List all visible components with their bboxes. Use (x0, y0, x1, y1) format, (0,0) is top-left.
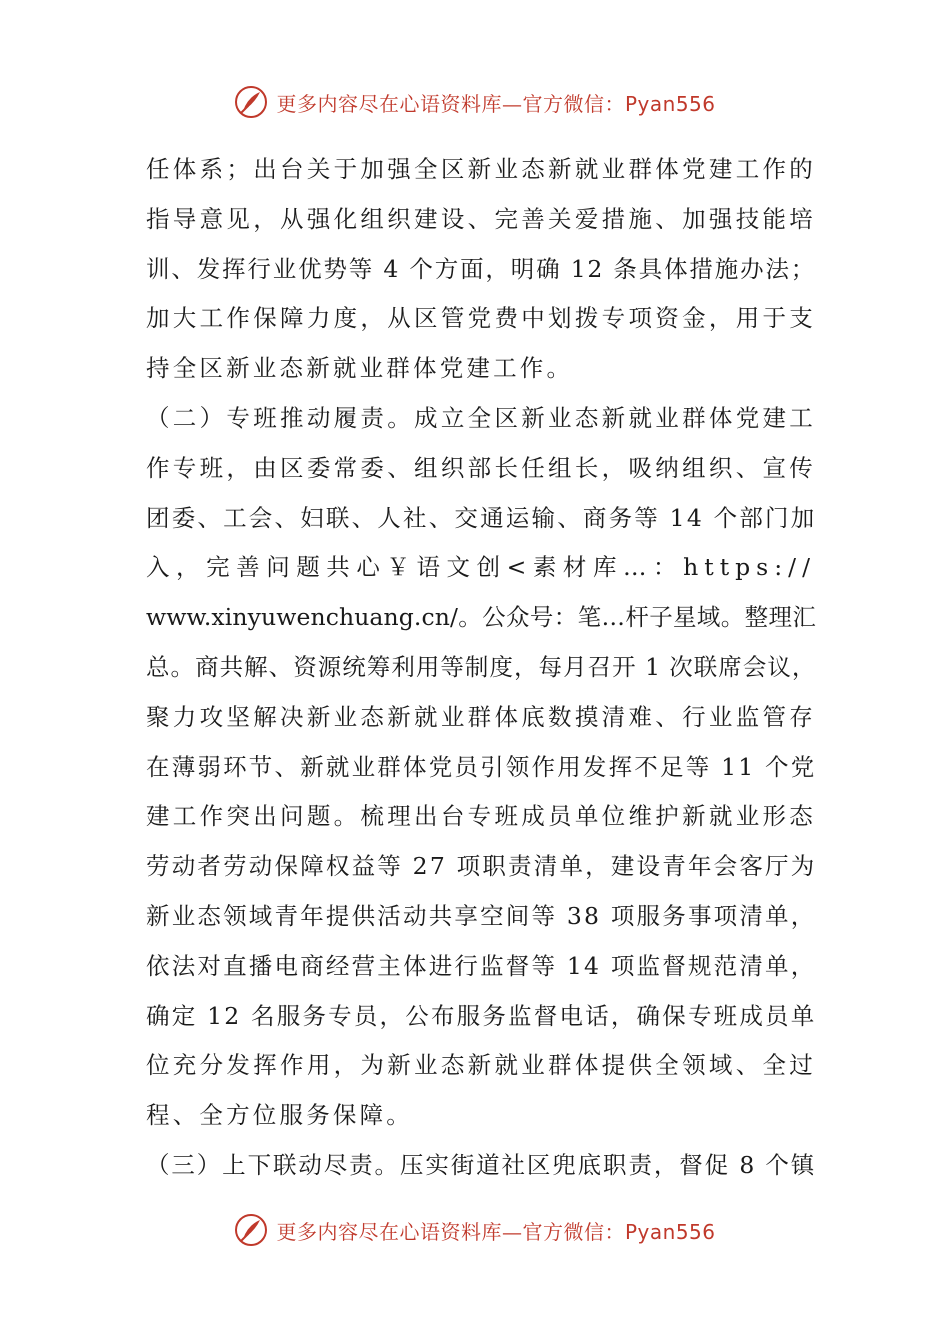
watermark-header (0, 82, 950, 122)
watermark-footer (0, 1210, 950, 1250)
text-line: 训、发挥行业优势等 4 个方面，明确 12 条具体措施办法； (146, 254, 816, 283)
text-line: 在薄弱环节、新就业群体党员引领作用发挥不足等 11 个党 (146, 752, 817, 781)
text-line: 入，完善问题共心￥语文创<素材库…：https:// (146, 553, 816, 582)
text-line: 指导意见，从强化组织建设、完善关爱措施、加强技能培 (146, 204, 816, 233)
text-line: （三）上下联动尽责。压实街道社区兜底职责，督促 8 个镇 (146, 1150, 816, 1179)
document-body (146, 145, 816, 1191)
text-line: 总。商共解、资源统筹利用等制度，每月召开 1 次联席会议， (146, 652, 816, 681)
text-line: 新业态领域青年提供活动共享空间等 38 项服务事项清单， (146, 901, 817, 930)
text-line: 团委、工会、妇联、人社、交通运输、商务等 14 个部门加 (146, 503, 817, 532)
text-line: （二）专班推动履责。成立全区新业态新就业群体党建工 (146, 403, 816, 432)
quill-logo-icon (234, 85, 268, 119)
text-line: www.xinyuwenchuang.cn/。公众号：笔…杆子星域。整理汇 (146, 603, 816, 632)
quill-logo-icon (234, 1213, 268, 1247)
text-line: 劳动者劳动保障权益等 27 项职责清单，建设青年会客厅为 (146, 852, 817, 881)
text-line: 持全区新业态新就业群体党建工作。 (146, 354, 574, 383)
text-line: 聚力攻坚解决新业态新就业群体底数摸清难、行业监管存 (146, 702, 816, 731)
text-line: 位充分发挥作用，为新业态新就业群体提供全领域、全过 (146, 1051, 816, 1080)
watermark-text: 更多内容尽在心语资料库—官方微信：Pyan556 (276, 1219, 716, 1244)
text-line: 加大工作保障力度，从区管党费中划拨专项资金，用于支 (146, 304, 816, 333)
watermark-text: 更多内容尽在心语资料库—官方微信：Pyan556 (276, 91, 716, 116)
text-line: 建工作突出问题。梳理出台专班成员单位维护新就业形态 (146, 802, 816, 831)
watermark-handle: Pyan556 (624, 1219, 716, 1244)
text-line: 程、全方位服务保障。 (146, 1101, 413, 1130)
watermark-handle: Pyan556 (624, 91, 716, 116)
text-line: 作专班，由区委常委、组织部长任组长，吸纳组织、宣传 (146, 453, 816, 482)
text-line: 依法对直播电商经营主体进行监督等 14 项监督规范清单， (146, 951, 817, 980)
text-line: 确定 12 名服务专员，公布服务监督电话，确保专班成员单 (146, 1001, 817, 1030)
text-line: 任体系；出台关于加强全区新业态新就业群体党建工作的 (146, 155, 816, 183)
